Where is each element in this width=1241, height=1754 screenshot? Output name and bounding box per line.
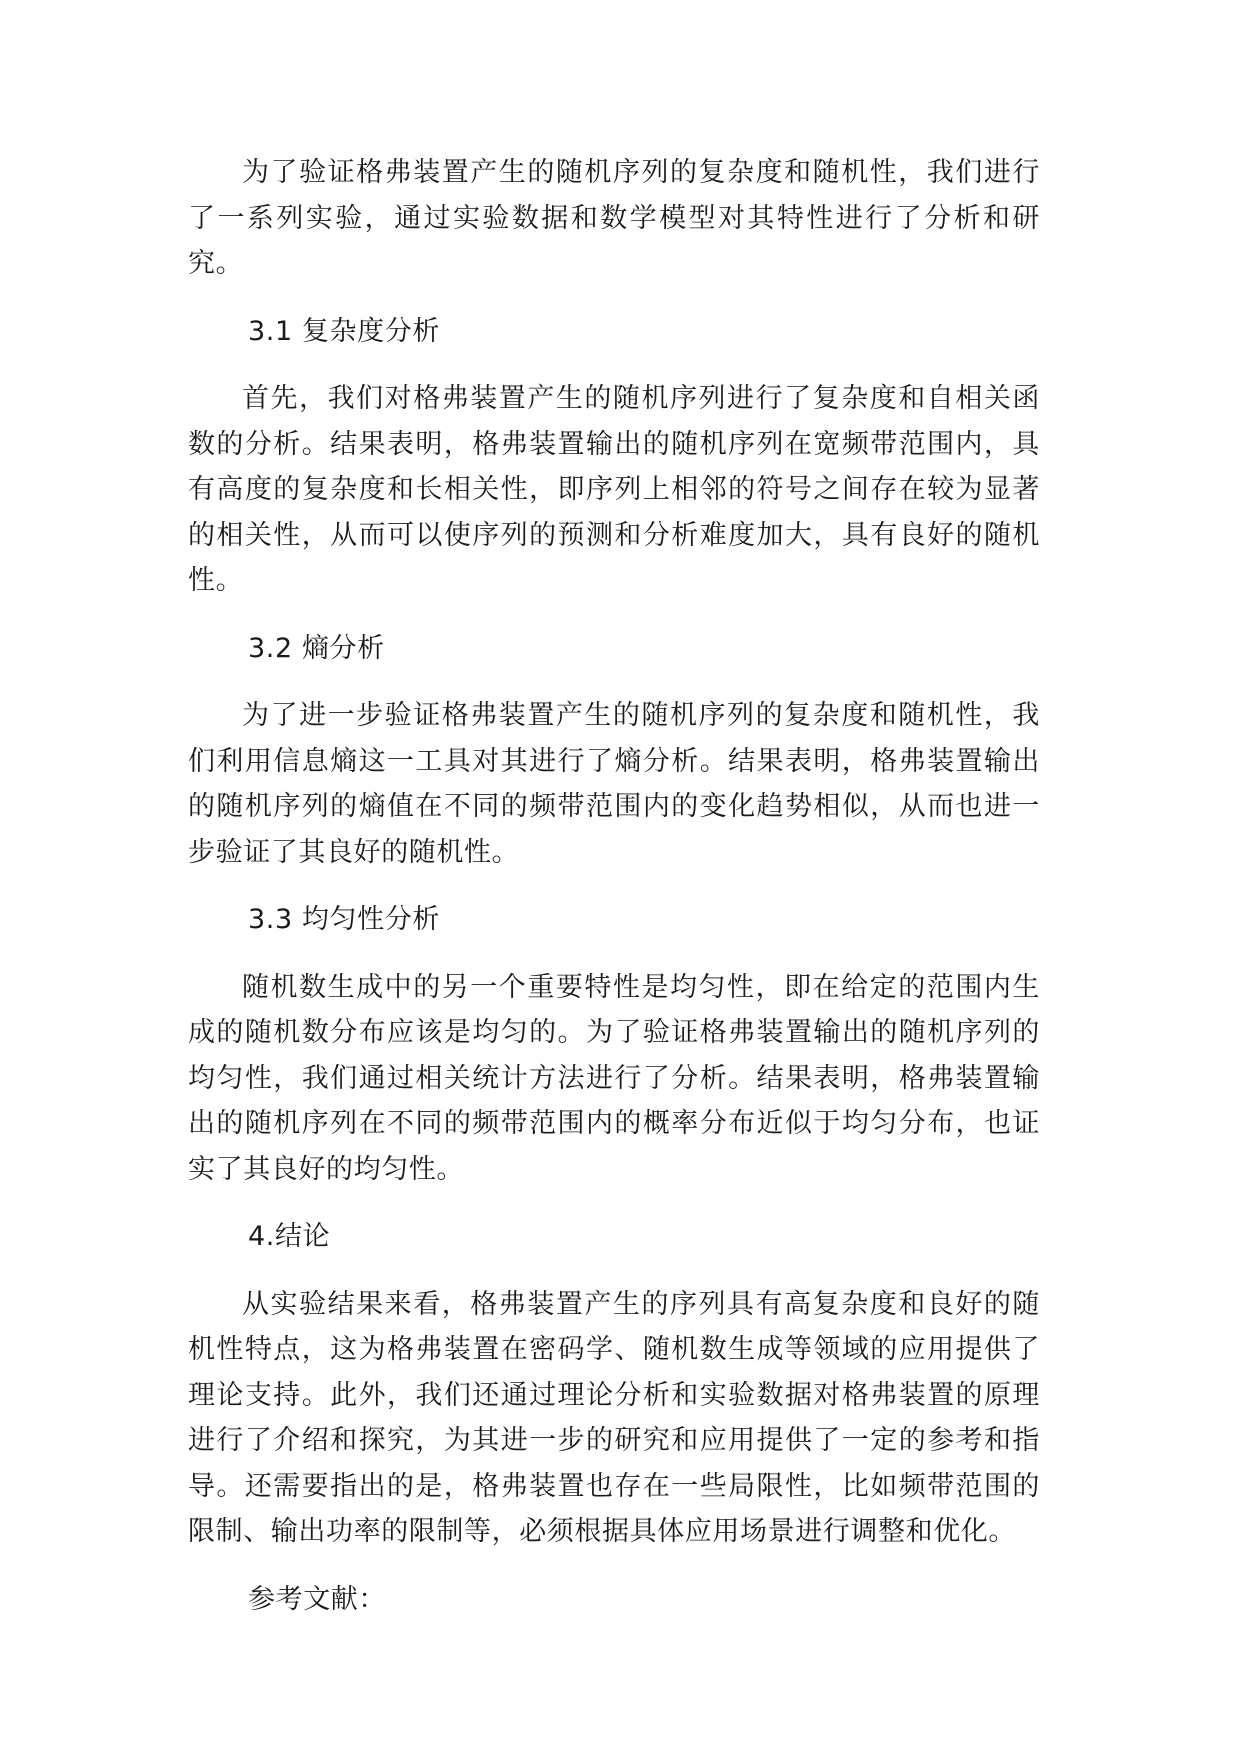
section-heading-3-3: 3.3 均匀性分析 [248, 904, 440, 935]
complexity-paragraph: 首先，我们对格弗装置产生的随机序列进行了复杂度和自相关函数的分析。结果表明，格弗装置输出的随机序列在宽频带范围内，具有高度的复杂度和长相关性，即序列上相邻的符号之间存在较为显著的相关性，从而可以使序列的预测和分析难度加大，具有良好的随机性。 [188, 383, 1040, 596]
section-heading-3-2: 3.2 熵分析 [248, 632, 385, 664]
document-body [188, 150, 1040, 1644]
intro-paragraph: 为了验证格弗装置产生的随机序列的复杂度和随机性，我们进行了一系列实验，通过实验数据和数学模型对其特性进行了分析和研究。 [188, 157, 1040, 279]
uniformity-paragraph: 随机数生成中的另一个重要特性是均匀性，即在给定的范围内生成的随机数分布应该是均匀的。为了验证格弗装置输出的随机序列的均匀性，我们通过相关统计方法进行了分析。结果表明，格弗装置输出的随机序列在不同的频带范围内的概率分布近似于均匀分布，也证实了其良好的均匀性。 [188, 971, 1040, 1185]
section-heading-3-1: 3.1 复杂度分析 [248, 315, 440, 347]
conclusion-paragraph: 从实验结果来看，格弗装置产生的序列具有高复杂度和良好的随机性特点，这为格弗装置在密码学、随机数生成等领域的应用提供了理论支持。此外，我们还通过理论分析和实验数据对格弗装置的原理进行了介绍和探究，为其进一步的研究和应用提供了一定的参考和指导。还需要指出的是，格弗装置也存在一些局限性，比如频带范围的限制、输出功率的限制等，必须根据具体应用场景进行调整和优化。 [188, 1288, 1040, 1547]
references-heading: 参考文献： [248, 1583, 386, 1615]
section-heading-4: 4.结论 [248, 1221, 331, 1252]
entropy-paragraph: 为了进一步验证格弗装置产生的随机序列的复杂度和随机性，我们利用信息熵这一工具对其进行了熵分析。结果表明，格弗装置输出的随机序列的熵值在不同的频带范围内的变化趋势相似，从而也进一步验证了其良好的随机性。 [188, 700, 1040, 868]
